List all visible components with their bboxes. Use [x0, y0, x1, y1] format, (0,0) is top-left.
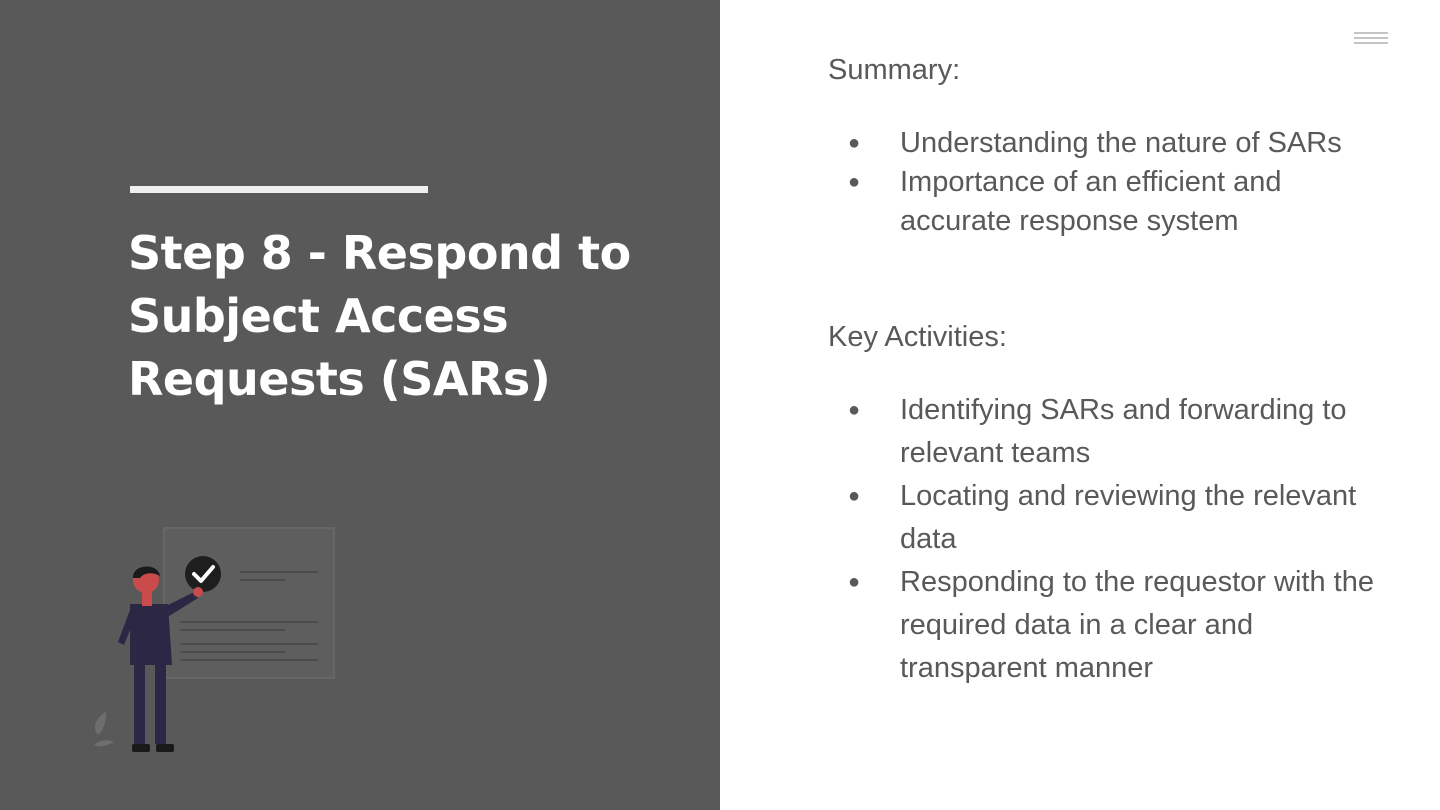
- menu-icon-bar: [1354, 37, 1388, 39]
- bullet: ●: [848, 171, 861, 193]
- list-item-text: Understanding the nature of SARs: [900, 127, 1342, 159]
- slide-body: [828, 48, 1388, 690]
- slide-title: Step 8 - Respond to Subject Access Requests (SARs): [128, 226, 631, 406]
- menu-icon-bar: [1354, 32, 1388, 34]
- bullet: ●: [848, 485, 861, 507]
- person-checklist-illustration: [80, 520, 350, 765]
- bullet: ●: [848, 571, 861, 593]
- summary-heading: Summary:: [828, 54, 961, 86]
- bullet: ●: [848, 399, 861, 421]
- list-item: [828, 389, 1388, 475]
- list-item-text: Identifying SARs and forwarding to relevant teams: [900, 394, 1347, 469]
- list-item: [828, 163, 1388, 241]
- list-item-text: Locating and reviewing the relevant data: [900, 480, 1357, 555]
- list-item-text: Importance of an efficient and accurate response system: [900, 166, 1282, 237]
- list-item: [828, 475, 1388, 561]
- list-item: [828, 124, 1388, 163]
- key-activities-heading: Key Activities:: [828, 321, 1007, 353]
- list-item: [828, 561, 1388, 690]
- menu-icon[interactable]: [1354, 32, 1390, 46]
- key-activities-list: [828, 389, 1388, 690]
- menu-icon-bar: [1354, 42, 1388, 44]
- summary-list: [828, 124, 1388, 241]
- list-item-text: Responding to the requestor with the required data in a clear and transparent manner: [900, 566, 1374, 684]
- title-accent-rule: [130, 186, 428, 193]
- bullet: ●: [848, 132, 861, 154]
